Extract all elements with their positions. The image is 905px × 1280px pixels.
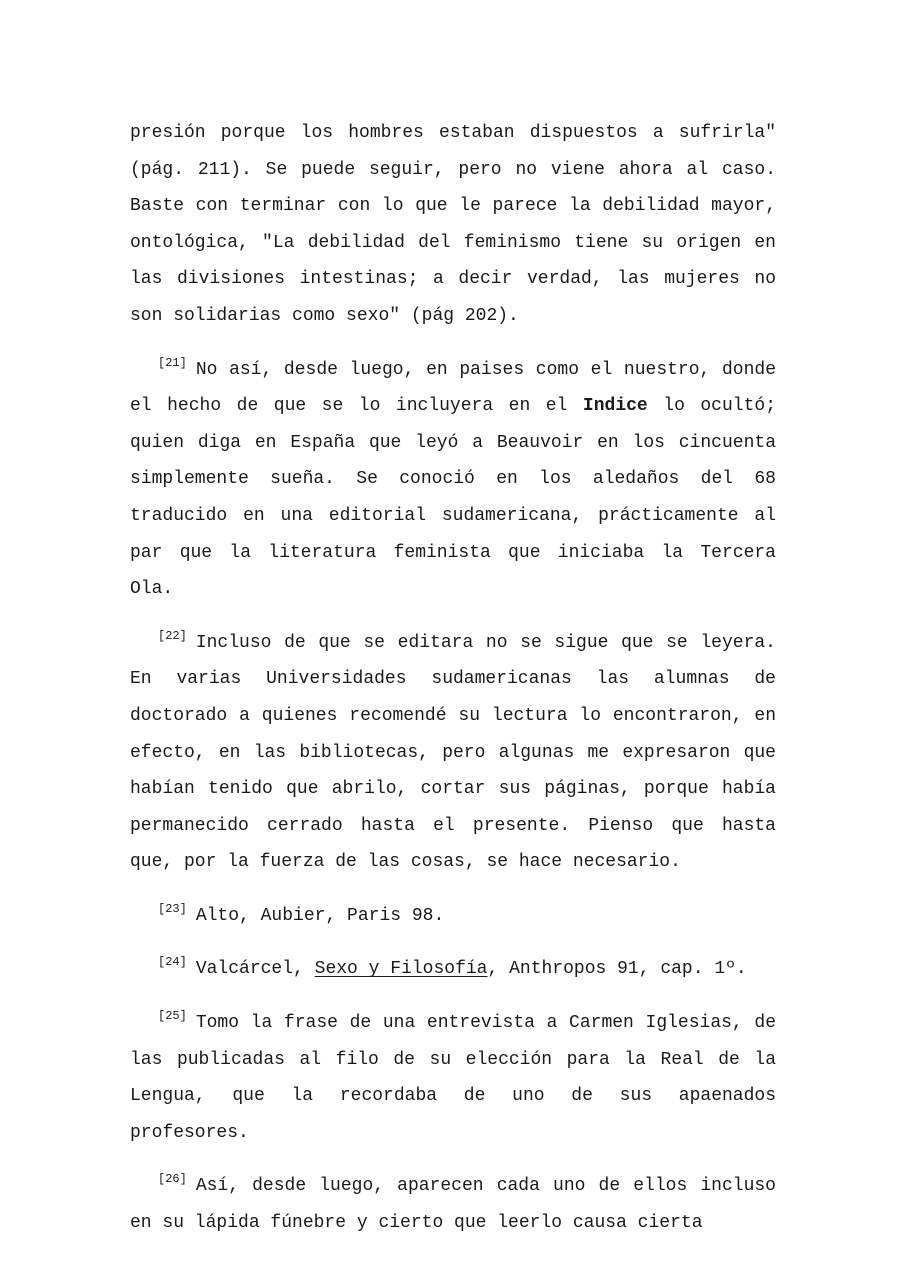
book-title: Sexo y Filosofía xyxy=(314,959,488,980)
footnote-text: Incluso de que se editara no se sigue que se leyera. En varias Universidades sudamericanas las alumnas de doctorado a quienes recomendé su lectura lo encontraron, en efecto, en las bibliotecas, pero algunas me expresaron que habían tenido que abrilo, cortar sus páginas, porque había permanecido cerrado hasta el presente. Pienso que hasta que, por la fuerza de las cosas, se hace necesario. xyxy=(130,632,776,873)
continued-paragraph xyxy=(130,115,776,335)
footnote-text: Alto, Aubier, Paris 98. xyxy=(195,905,445,926)
document-page xyxy=(130,115,776,1242)
footnote-text: No así, desde luego, en paises como el nuestro, donde el hecho de que se lo incluyera en el xyxy=(130,359,776,417)
footnote-number: [26] xyxy=(158,1172,187,1187)
footnote-21 xyxy=(130,352,776,608)
footnote-text: lo ocultó; quien diga en España que leyó a Beauvoir en los cincuenta simplemente sueña. Se conoció en los aledaños del 68 traducido en una editorial sudamericana, prácticamente al par que la literatura feminista que iniciaba la Tercera Ola. xyxy=(130,396,776,600)
footnote-26 xyxy=(130,1168,776,1241)
footnote-text: Así, desde luego, aparecen cada uno de ellos incluso en su lápida fúnebre y cierto que leerlo causa cierta xyxy=(130,1176,776,1234)
footnote-25 xyxy=(130,1005,776,1151)
footnote-23 xyxy=(130,898,776,935)
footnote-24 xyxy=(130,951,776,988)
footnote-number: [21] xyxy=(158,355,187,370)
footnote-number: [25] xyxy=(158,1009,187,1024)
footnote-number: [22] xyxy=(158,628,187,643)
footnote-number: [24] xyxy=(158,955,187,970)
footnote-22 xyxy=(130,625,776,881)
footnote-text: , Anthropos 91, cap. 1º. xyxy=(487,959,747,980)
footnote-text: Tomo la frase de una entrevista a Carmen Iglesias, de las publicadas al filo de su elección para la Real de la Lengua, que la recordaba de uno de sus apaenados profesores. xyxy=(130,1013,776,1143)
footnote-number: [23] xyxy=(158,901,187,916)
continued-text: presión porque los hombres estaban dispuestos a sufrirla" (pág. 211). Se puede seguir, pero no viene ahora al caso. Baste con terminar con lo que le parece la debilidad mayor, ontológica, "La debilidad del feminismo tiene su origen en las divisiones intestinas; a decir verdad, las mujeres no son solidarias como sexo" (pág 202). xyxy=(130,123,776,326)
bold-term: Indice xyxy=(582,396,648,417)
footnote-text: Valcárcel, xyxy=(195,959,304,980)
